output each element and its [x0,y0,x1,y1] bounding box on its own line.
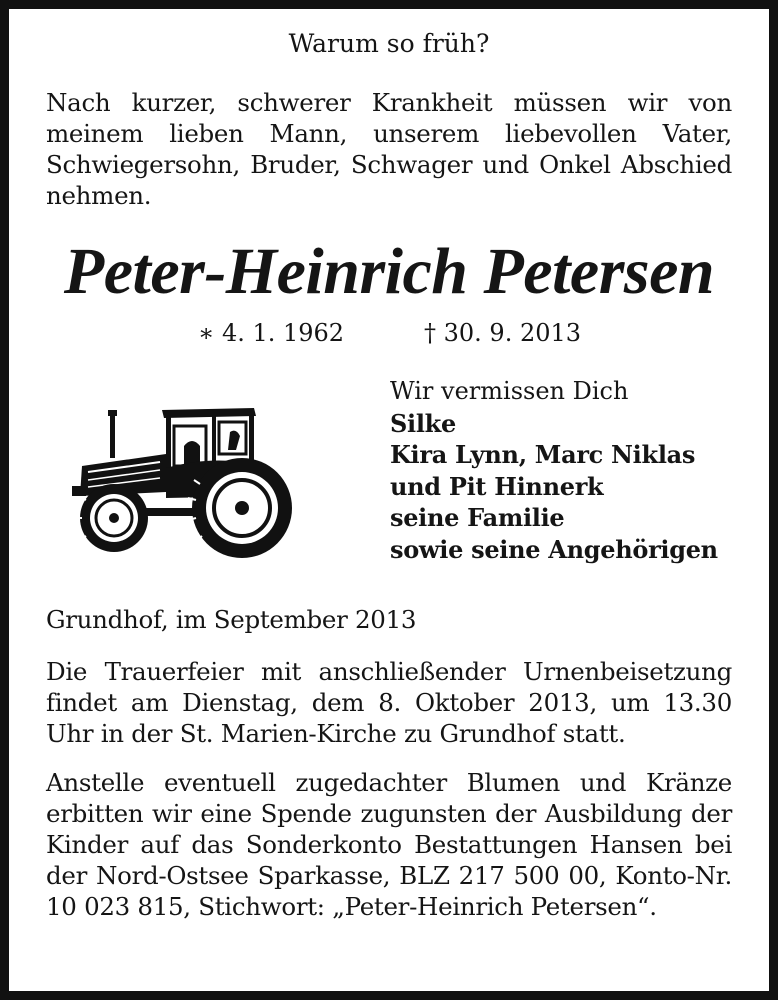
signature-block [390,376,732,565]
place-date: Grundhof, im September 2013 [46,605,417,634]
death-date: † 30. 9. 2013 [424,319,582,347]
intro-text: Nach kurzer, schwerer Krankheit müssen wir von meinem lieben Mann, unserem liebevollen Vater, Schwiegersohn, Bruder, Schwager und Onkel Abschied nehmen. [46,88,732,210]
signature-name: Kira Lynn, Marc Niklas [390,440,696,469]
donation-text: Anstelle eventuell zugedachter Blumen und Kränze erbitten wir eine Spende zugunsten der Ausbildung der Kinder auf das Sonderkonto Bestattungen Hansen bei der Nord-Ostsee Sparkasse, BLZ 217 500 00, Konto-Nr. 10 023 815, Stichwort: „Peter-Heinrich Petersen“. [46,768,732,921]
heading: Warum so früh? [288,29,490,58]
signature-name: und Pit Hinnerk [390,471,604,501]
signature-name: seine Familie [390,503,565,532]
signature-name: Silke [390,408,456,438]
birth-date: ∗ 4. 1. 1962 [198,319,345,347]
signature-intro: Wir vermissen Dich [390,377,629,405]
deceased-name: Peter-Heinrich Petersen [63,235,715,308]
tractor-illustration [66,396,302,561]
signature-name: sowie seine Angehörigen [390,534,718,564]
ceremony-text: Die Trauerfeier mit anschließender Urnenbeisetzung findet am Dienstag, dem 8. Oktober 2013, um 13.30 Uhr in der St. Marien-Kirche zu Grundhof statt. [46,657,732,748]
